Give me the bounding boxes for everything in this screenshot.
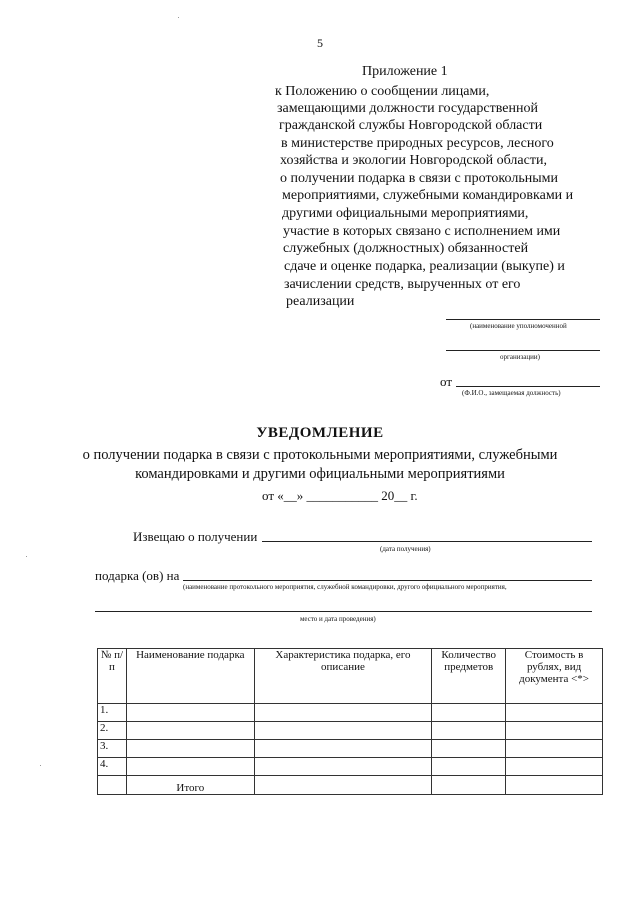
col-header-cost: Стоимость в рублях, вид документа <*> (506, 649, 603, 704)
cell-quantity[interactable] (432, 722, 506, 740)
row-number: 1. (98, 704, 127, 722)
from-caption: (Ф.И.О., замещаемая должность) (462, 389, 561, 397)
gifts-table (97, 648, 603, 795)
row-number: 4. (98, 758, 127, 776)
from-prefix: от (440, 374, 453, 389)
table-row (98, 722, 603, 740)
org-name-line[interactable] (446, 319, 600, 320)
receipt-label: Извещаю о получении (133, 529, 258, 544)
notice-date[interactable]: от «__» ___________ 20__ г. (262, 488, 418, 503)
receipt-caption: (дата получения) (380, 545, 431, 553)
appendix-line: в министерстве природных ресурсов, лесного (281, 136, 554, 151)
org-name-line-2[interactable] (446, 350, 600, 351)
place-caption: место и дата проведения) (300, 615, 376, 623)
cell-description[interactable] (254, 722, 432, 740)
appendix-line: другими официальными мероприятиями, (282, 206, 529, 221)
appendix-line: замещающими должности государственной (277, 101, 538, 116)
cell-name[interactable] (126, 758, 254, 776)
scan-speck (40, 765, 41, 766)
total-description-cell (254, 776, 432, 795)
org-caption-1: (наименование уполномоченной (470, 322, 567, 330)
col-header-description: Характеристика подарка, его описание (254, 649, 432, 704)
cell-name[interactable] (126, 722, 254, 740)
appendix-line: хозяйства и экологии Новгородской области, (280, 153, 547, 168)
cell-name[interactable] (126, 704, 254, 722)
cell-cost[interactable] (506, 722, 603, 740)
notice-subtitle-1: о получении подарка в связи с протокольными мероприятиями, служебными (82, 447, 558, 463)
cell-cost[interactable] (506, 740, 603, 758)
table-row (98, 704, 603, 722)
table-header-row (98, 649, 603, 704)
cell-cost[interactable] (506, 704, 603, 722)
scan-speck (26, 556, 27, 557)
cell-quantity[interactable] (432, 704, 506, 722)
cell-cost[interactable] (506, 758, 603, 776)
col-header-name: Наименование подарка (126, 649, 254, 704)
appendix-line: к Положению о сообщении лицами, (275, 84, 490, 99)
row-number: 2. (98, 722, 127, 740)
table-total-row (98, 776, 603, 795)
table-row (98, 740, 603, 758)
appendix-line: гражданской службы Новгородской области (279, 118, 543, 133)
cell-description[interactable] (254, 740, 432, 758)
row-number: 3. (98, 740, 127, 758)
notice-subtitle-2: командировками и другими официальными мероприятиями (135, 466, 505, 482)
appendix-title: Приложение 1 (362, 64, 448, 79)
table-row (98, 758, 603, 776)
org-caption-2: организации) (500, 353, 540, 361)
gift-label: подарка (ов) на (95, 568, 180, 583)
col-header-quantity: Количество предметов (432, 649, 506, 704)
col-header-number: № п/п (98, 649, 127, 704)
total-cost-cell[interactable] (506, 776, 603, 795)
gift-event-line[interactable] (183, 580, 592, 581)
cell-description[interactable] (254, 704, 432, 722)
appendix-line: о получении подарка в связи с протокольными (280, 171, 558, 186)
place-line[interactable] (95, 611, 592, 612)
scan-speck (178, 17, 179, 18)
total-empty-cell (98, 776, 127, 795)
cell-quantity[interactable] (432, 758, 506, 776)
total-quantity-cell[interactable] (432, 776, 506, 795)
page-number: 5 (317, 36, 323, 50)
from-line[interactable] (456, 386, 600, 387)
notice-title: УВЕДОМЛЕНИЕ (256, 425, 384, 441)
appendix-line: сдаче и оценке подарка, реализации (выкупе) и (284, 259, 565, 274)
cell-name[interactable] (126, 740, 254, 758)
appendix-line: участие в которых связано с исполнением ими (283, 224, 561, 239)
cell-description[interactable] (254, 758, 432, 776)
total-label: Итого (126, 776, 254, 795)
gift-caption: (наименование протокольного мероприятия, служебной командировки, другого официального мероприятия, (183, 583, 507, 591)
receipt-date-line[interactable] (262, 541, 592, 542)
appendix-line: реализации (286, 294, 355, 309)
appendix-line: зачислении средств, вырученных от его (284, 277, 521, 292)
appendix-line: мероприятиями, служебными командировками и (282, 188, 574, 203)
cell-quantity[interactable] (432, 740, 506, 758)
appendix-line: служебных (должностных) обязанностей (283, 241, 529, 256)
